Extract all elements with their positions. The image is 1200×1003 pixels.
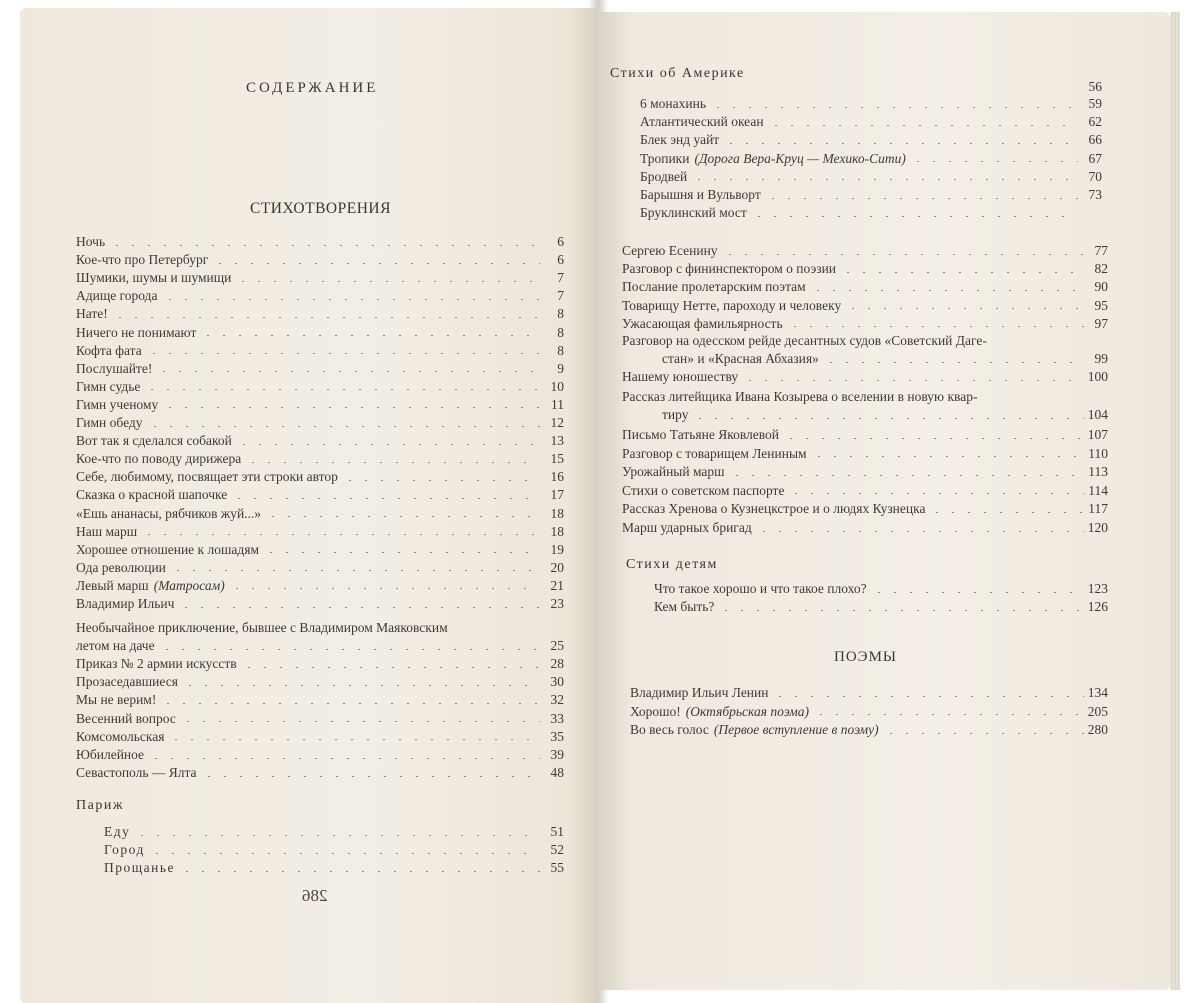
toc-page-number: 15: [550, 451, 564, 467]
toc-entry: [1058, 78, 1102, 96]
toc-page-number: 39: [550, 747, 564, 762]
toc-entry-dagestan-line2: стан» и «Красная Абхазия»: [662, 351, 819, 366]
dot-leader: [742, 380, 1084, 381]
toc-page-number: 48: [550, 765, 564, 781]
toc-entry: [76, 396, 564, 414]
dot-leader: [179, 871, 540, 872]
america-section-title: Стихи об Америке: [610, 66, 745, 81]
toc-entry: [622, 242, 1108, 260]
toc-entry: [104, 841, 564, 859]
toc-entry-title: Комсомольская: [76, 728, 165, 744]
toc-entry-title: Гимн ученому: [76, 396, 159, 412]
toc-page-number: 28: [550, 656, 564, 671]
toc-page-number: 117: [1088, 501, 1108, 517]
dot-leader: [883, 733, 1084, 734]
dot-leader: [788, 493, 1084, 494]
toc-entry: [640, 113, 1102, 131]
dot-leader: [910, 161, 1078, 162]
toc-entry-long-line2: летом на даче: [76, 638, 155, 653]
toc-entry-youth: Нашему юношеству: [622, 369, 739, 384]
toc-entry-title: Хорошо!: [630, 703, 681, 719]
toc-entry: [76, 577, 564, 595]
dot-leader: [178, 607, 540, 608]
dot-leader: [263, 552, 540, 553]
toc-entry: [76, 746, 564, 764]
dot-leader: [810, 290, 1084, 291]
dot-leader: [168, 739, 540, 740]
toc-entry-title: Юбилейное: [76, 747, 145, 762]
dot-leader: [159, 649, 540, 650]
toc-page-number: 280: [1087, 722, 1108, 737]
toc-entry-title: Что такое хорошо и что такое плохо?: [654, 581, 867, 596]
toc-page-number: 16: [550, 469, 564, 485]
toc-entry-title: Прозаседавшиеся: [76, 674, 178, 690]
toc-entry-title: Нате!: [76, 306, 108, 322]
toc-entry: [76, 468, 564, 486]
dot-leader: [765, 198, 1078, 199]
toc-entry-title: Ночь: [76, 234, 106, 249]
dot-leader: [162, 299, 540, 300]
toc-entry-title: Барышня и Вульворт: [640, 187, 761, 202]
toc-entry-title: Кое-что по поводу дирижера: [76, 451, 242, 467]
toc-entry: [76, 486, 564, 504]
toc-page-number: 10: [550, 378, 564, 394]
toc-entry-title: Приказ № 2 армии искусств: [76, 656, 237, 671]
toc-page-number: 7: [557, 288, 564, 304]
dot-leader: [170, 570, 540, 571]
toc-entry-title: Шумики, шумы и шумищи: [76, 270, 232, 286]
dot-leader: [756, 531, 1084, 532]
toc-entry-title: Марш ударных бригад: [622, 520, 752, 535]
toc-entry-title: Еду: [104, 824, 131, 839]
dot-leader: [691, 179, 1078, 180]
toc-page-number: 13: [550, 433, 564, 449]
toc-entry-dagestan-line1: Разговор на одесском рейде десантных судов «Советский Даге-: [622, 333, 987, 348]
toc-page-number: 21: [550, 577, 564, 593]
toc-entry-title: Город: [104, 842, 145, 858]
toc-page-number: 66: [1088, 132, 1102, 148]
toc-page-number: 120: [1087, 520, 1108, 535]
toc-entry-title: Левый марш: [76, 577, 149, 593]
dot-leader: [156, 371, 540, 372]
dot-leader: [112, 317, 540, 318]
toc-page-number: 51: [550, 824, 564, 839]
dot-leader: [134, 835, 540, 836]
toc-entry: [630, 684, 1108, 702]
toc-page-number: 77: [1094, 243, 1108, 258]
dot-leader: [182, 685, 540, 686]
toc-entry: [640, 204, 1102, 222]
toc-entry: [76, 251, 564, 269]
dot-leader: [787, 326, 1084, 327]
page-edges: [1170, 12, 1180, 990]
toc-entry-title: Товарищу Нетте, пароходу и человеку: [622, 297, 842, 313]
toc-page-number: 205: [1087, 703, 1108, 719]
dot-leader: [813, 714, 1084, 715]
toc-entry: [76, 342, 564, 360]
contents-title: СОДЕРЖАНИЕ: [246, 80, 379, 96]
toc-page-number: 8: [557, 324, 564, 340]
toc-entry: [640, 150, 1102, 168]
epic-poems-section-title: ПОЭМЫ: [834, 649, 897, 665]
dot-leader: [212, 263, 540, 264]
toc-page-number: 55: [550, 860, 564, 876]
toc-entry: [76, 655, 564, 673]
toc-entry: [622, 500, 1108, 518]
dot-leader: [160, 703, 540, 704]
toc-entry-title: Кем быть?: [654, 599, 715, 615]
toc-entry-title: Мы не верим!: [76, 692, 157, 708]
toc-entry-title: Владимир Ильич Ленин: [630, 685, 769, 700]
dot-leader: [751, 216, 1078, 217]
toc-entry: [630, 721, 1108, 739]
toc-page-number: 6: [557, 252, 564, 268]
toc-page-number: 35: [550, 728, 564, 744]
paris-section-title: Париж: [76, 798, 124, 813]
dot-leader: [871, 592, 1084, 593]
toc-page-number: 52: [550, 842, 564, 858]
toc-entry: [622, 482, 1108, 500]
dot-leader: [147, 426, 540, 427]
toc-entry-kozyrev-line2: тиру: [662, 407, 689, 422]
toc-page-number: 70: [1088, 168, 1102, 184]
toc-entry-title: Ода революции: [76, 559, 166, 575]
toc-entry: [76, 728, 564, 746]
dot-leader: [722, 254, 1084, 255]
dot-leader: [840, 272, 1084, 273]
toc-entry-title: Стихи о советском паспорте: [622, 482, 785, 498]
dot-leader: [783, 438, 1084, 439]
toc-page-number: 134: [1087, 685, 1108, 700]
toc-page-number: 110: [1088, 445, 1108, 461]
toc-entry-title: Себе, любимому, посвящает эти строки автор: [76, 469, 338, 485]
toc-entry-title: Бруклинский мост: [640, 205, 747, 221]
dot-leader: [146, 353, 540, 354]
toc-page-number: 33: [550, 710, 564, 726]
toc-entry: [654, 598, 1108, 616]
toc-entry-title: Атлантический океан: [640, 114, 764, 130]
toc-page-number: 30: [550, 674, 564, 690]
toc-page-number: 25: [550, 638, 564, 653]
dot-leader: [109, 245, 540, 246]
toc-entry: [622, 297, 1108, 315]
toc-page-number: 104: [1087, 407, 1108, 422]
dot-leader: [768, 125, 1078, 126]
toc-entry: [622, 350, 1108, 368]
toc-entry: [622, 519, 1108, 537]
toc-entry: [622, 426, 1108, 444]
toc-page-number: 100: [1087, 369, 1108, 384]
toc-entry: [76, 691, 564, 709]
toc-entry: [76, 414, 564, 432]
toc-entry-kozyrev-line1: Рассказ литейщика Ивана Козырева о вселении в новую квар-: [622, 389, 978, 404]
toc-entry: [76, 432, 564, 450]
toc-entry: [104, 823, 564, 841]
toc-entry: [76, 233, 564, 251]
toc-entry: [640, 186, 1102, 204]
toc-entry-title: 6 монахинь: [640, 96, 706, 111]
toc-entry-title: Вот так я сделался собакой: [76, 433, 232, 449]
dot-leader: [245, 462, 540, 463]
toc-page-number: 62: [1088, 114, 1102, 130]
toc-entry-title: Урожайный марш: [622, 464, 725, 480]
toc-page-number: 126: [1087, 599, 1108, 615]
toc-page-number: 8: [557, 306, 564, 322]
toc-entry: [630, 703, 1108, 721]
toc-entry: [76, 541, 564, 559]
toc-entry-title: Рассказ Хренова о Кузнецкстрое и о людях Кузнецка: [622, 501, 926, 517]
toc-entry-title: Послание пролетарским поэтам: [622, 279, 806, 295]
toc-entry: [622, 315, 1108, 333]
toc-entry-title: Кофта фата: [76, 342, 142, 358]
dot-leader: [845, 308, 1084, 309]
toc-page-number: 95: [1094, 297, 1108, 313]
dot-leader: [241, 667, 540, 668]
toc-page-number: 97: [1094, 315, 1108, 331]
toc-entry: [76, 710, 564, 728]
toc-entry-title: Сергею Есенину: [622, 243, 718, 258]
toc-page-number: 23: [550, 596, 564, 611]
toc-entry-title: Письмо Татьяне Яковлевой: [622, 427, 780, 442]
toc-page-number: 73: [1088, 187, 1102, 202]
dot-leader: [723, 143, 1078, 144]
toc-page-number: 6: [557, 234, 564, 249]
dot-leader: [929, 512, 1084, 513]
dot-leader: [149, 853, 540, 854]
toc-entry: [76, 559, 564, 577]
dot-leader: [729, 475, 1084, 476]
toc-page-number: 8: [557, 342, 564, 358]
toc-page-number: 99: [1094, 351, 1108, 366]
toc-entry-long-line1: Необычайное приключение, бывшее с Владимиром Маяковским: [76, 620, 448, 635]
toc-page-number: 59: [1088, 96, 1102, 111]
toc-entry-title: Бродвей: [640, 168, 688, 184]
toc-entry-subtitle: (Октябрьская поэма): [685, 703, 810, 719]
toc-entry: [76, 523, 564, 541]
toc-entry: [76, 595, 564, 613]
dot-leader: [229, 588, 540, 589]
toc-entry-title: Тропики: [640, 150, 690, 166]
toc-entry-title: Ужасающая фамильярность: [622, 315, 783, 331]
dot-leader: [342, 480, 540, 481]
toc-entry: [76, 378, 564, 396]
toc-entry: [76, 305, 564, 323]
dot-leader: [231, 498, 540, 499]
dot-leader: [180, 721, 540, 722]
dot-leader: [200, 335, 540, 336]
dot-leader: [141, 534, 540, 535]
toc-page-number: 67: [1088, 150, 1102, 166]
toc-page-number: 9: [557, 360, 564, 376]
toc-entry: [640, 131, 1102, 149]
toc-entry-title: Севастополь — Ялта: [76, 765, 197, 781]
toc-entry: [640, 95, 1102, 113]
toc-entry-subtitle: (Первое вступление в поэму): [713, 722, 879, 737]
toc-entry-title: Ничего не понимают: [76, 324, 197, 340]
toc-page-number: 32: [550, 692, 564, 708]
toc-entry: [622, 445, 1108, 463]
toc-entry: [76, 764, 564, 782]
toc-page-number: 17: [550, 487, 564, 503]
toc-entry: [640, 168, 1102, 186]
toc-entry: [622, 368, 1108, 386]
toc-entry: [654, 580, 1108, 598]
toc-entry: [76, 450, 564, 468]
page-folio: 286: [302, 886, 328, 905]
toc-entry: [76, 360, 564, 378]
toc-entry-subtitle: (Матросам): [153, 577, 225, 593]
toc-entry: [76, 287, 564, 305]
dot-leader: [265, 516, 540, 517]
toc-entry: [76, 324, 564, 342]
dot-leader: [710, 107, 1078, 108]
toc-entry-title: Кое-что про Петербург: [76, 252, 209, 268]
toc-entry-title: Разговор с товарищем Лениным: [622, 445, 807, 461]
toc-entry: [622, 406, 1108, 424]
toc-entry-title: Весенний вопрос: [76, 710, 176, 726]
dot-leader: [236, 444, 540, 445]
toc-entry-title: Гимн судье: [76, 378, 141, 394]
dot-leader: [823, 362, 1084, 363]
toc-entry-title: Сказка о красной шапочке: [76, 487, 228, 503]
dot-leader: [772, 696, 1083, 697]
left-page: [20, 8, 598, 1003]
toc-page-number: 113: [1088, 464, 1108, 480]
toc-entry: [76, 673, 564, 691]
toc-entry-title: «Ешь ананасы, рябчиков жуй...»: [76, 505, 262, 521]
dot-leader: [162, 407, 540, 408]
dot-leader: [148, 758, 540, 759]
toc-page-number: 11: [551, 396, 564, 412]
toc-entry: [76, 505, 564, 523]
toc-entry-title: Адище города: [76, 288, 158, 304]
toc-entry: [622, 463, 1108, 481]
toc-entry-title: Владимир Ильич: [76, 596, 175, 611]
toc-page-number: 20: [550, 559, 564, 575]
toc-entry: [622, 278, 1108, 296]
toc-page-number: 56: [1088, 79, 1102, 94]
toc-page-number: 82: [1094, 261, 1108, 277]
toc-entry-title: Наш марш: [76, 523, 138, 539]
toc-page-number: 7: [557, 270, 564, 286]
toc-entry: [104, 859, 564, 877]
dot-leader: [692, 418, 1083, 419]
toc-entry-title: Во весь голос: [630, 722, 709, 737]
toc-page-number: 107: [1087, 427, 1108, 442]
right-page: [598, 12, 1170, 990]
dot-leader: [235, 281, 540, 282]
toc-entry-title: Блек энд уайт: [640, 132, 720, 148]
toc-entry-subtitle: (Дорога Вера-Круц — Мехико-Сити): [694, 150, 906, 166]
poems-section-title: СТИХОТВОРЕНИЯ: [250, 200, 391, 217]
toc-entry-title: Разговор с фининспектором о поэзии: [622, 261, 837, 277]
dot-leader: [811, 456, 1084, 457]
toc-page-number: 12: [550, 415, 564, 430]
toc-entry: [76, 269, 564, 287]
children-section-title: Стихи детям: [626, 557, 718, 572]
toc-page-number: 90: [1094, 279, 1108, 295]
toc-page-number: 114: [1088, 482, 1108, 498]
toc-entry: [622, 260, 1108, 278]
toc-entry-title: Прощанье: [104, 860, 176, 876]
toc-page-number: 18: [550, 505, 564, 521]
toc-entry-title: Послушайте!: [76, 360, 153, 376]
dot-leader: [718, 610, 1083, 611]
toc-entry-title: Хорошее отношение к лошадям: [76, 541, 259, 557]
toc-page-number: 19: [550, 541, 564, 557]
dot-leader: [144, 389, 540, 390]
toc-entry: [76, 637, 564, 655]
toc-entry-title: Гимн обеду: [76, 415, 143, 430]
toc-page-number: 18: [550, 523, 564, 539]
toc-page-number: 123: [1087, 581, 1108, 596]
dot-leader: [201, 776, 540, 777]
